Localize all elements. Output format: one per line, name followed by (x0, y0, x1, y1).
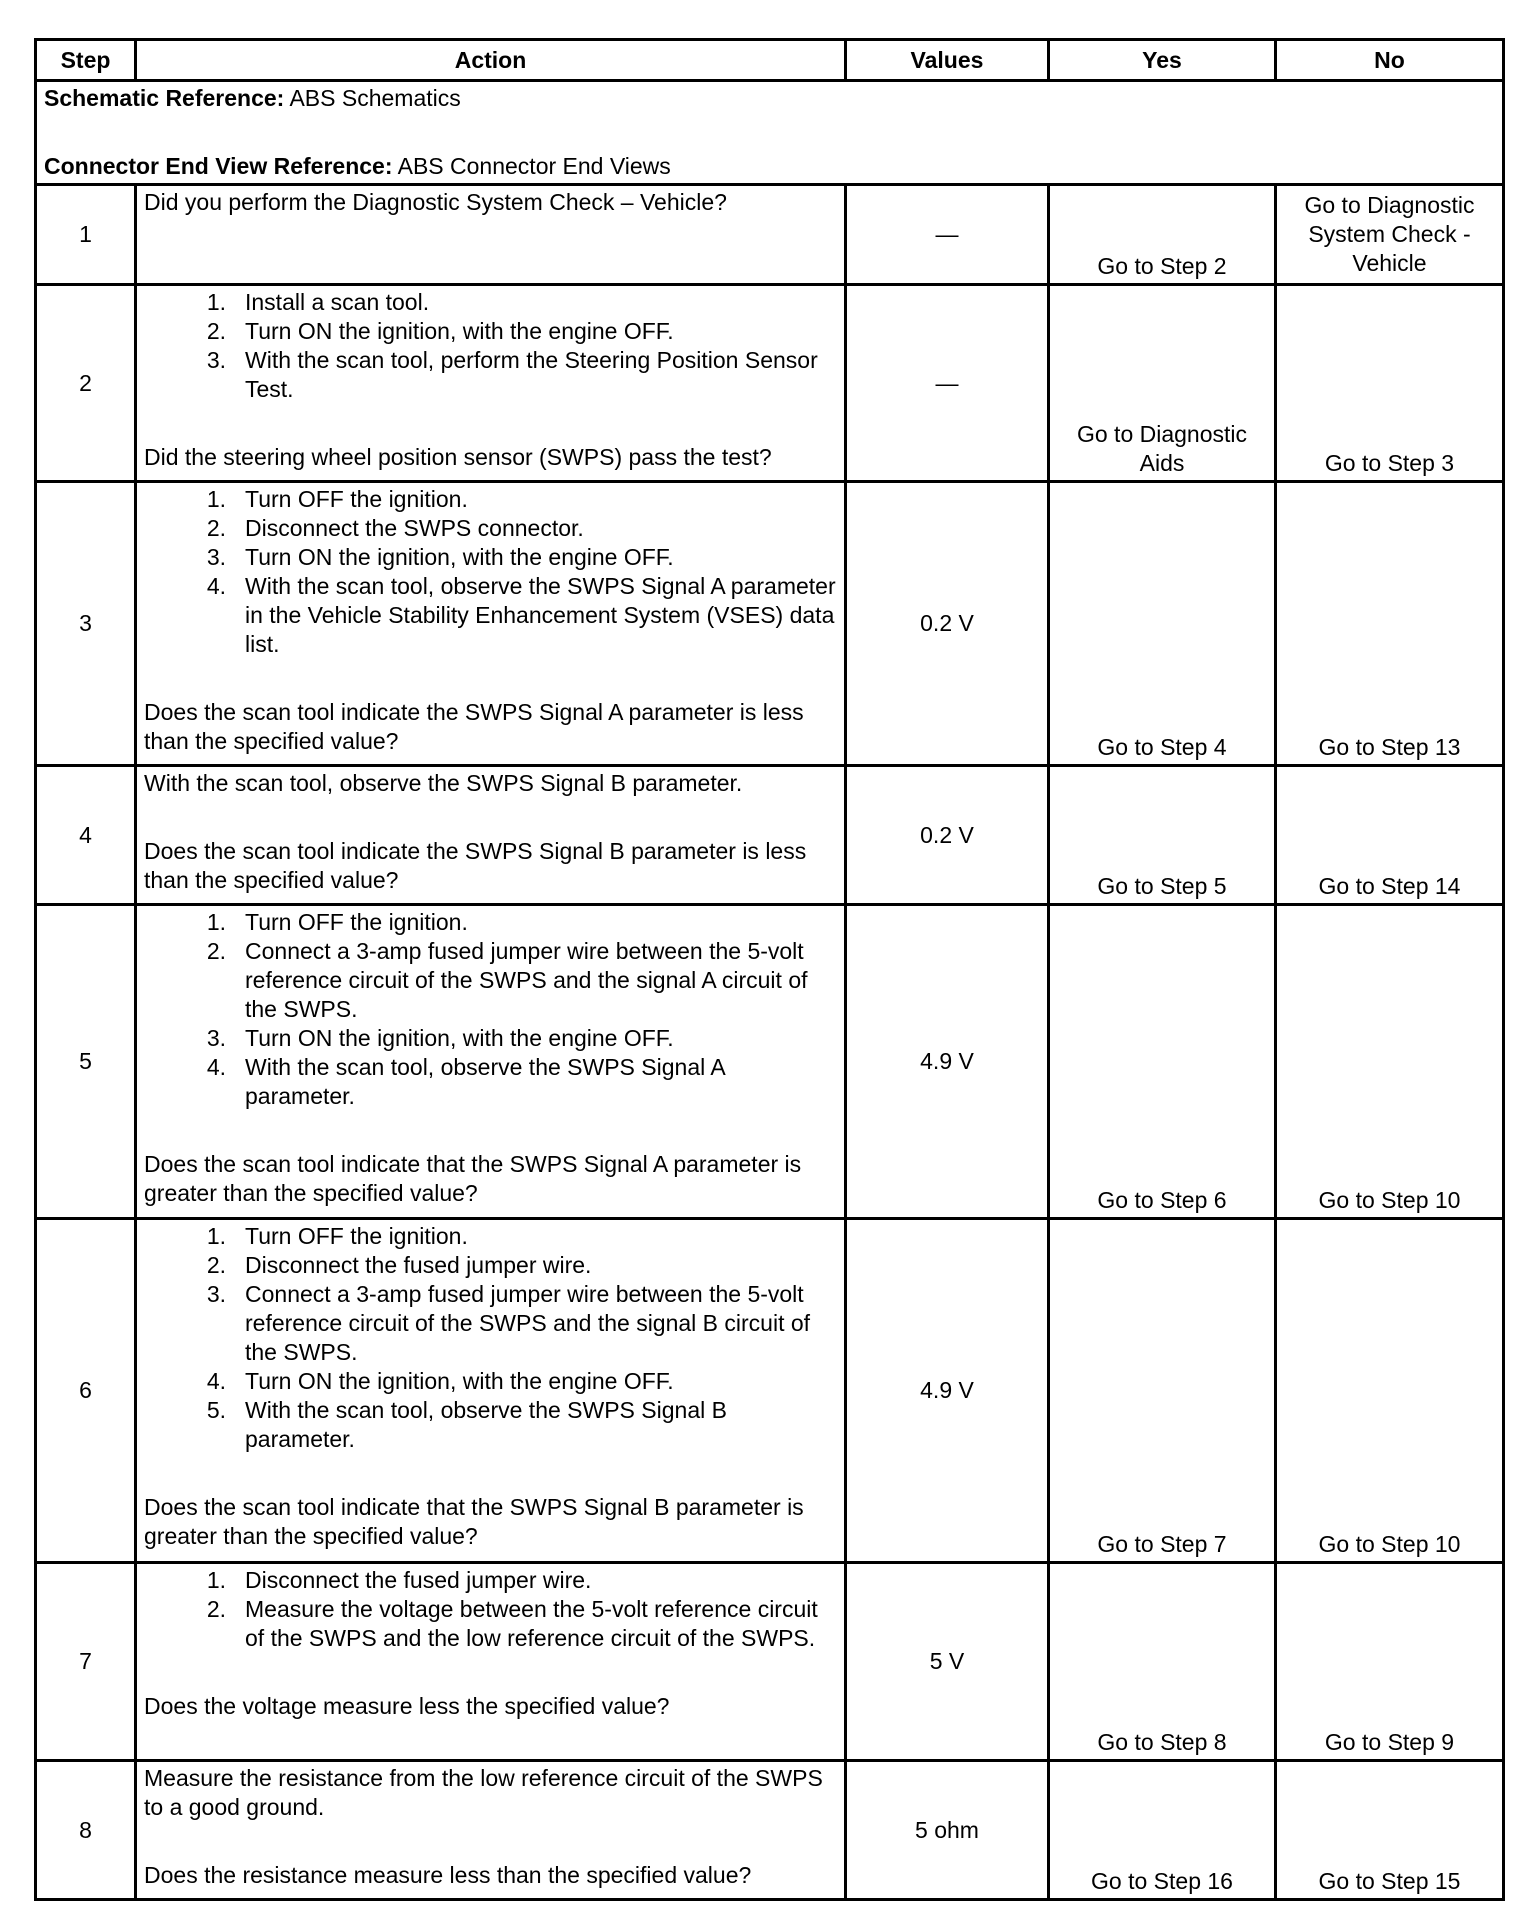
list-item-text: With the scan tool, perform the Steering Position Sensor Test. (245, 347, 818, 402)
list-item-text: Measure the voltage between the 5-volt reference circuit of the SWPS and the low reference circuit of the SWPS. (245, 1596, 818, 1651)
yes-cell: Go to Step 16 (1049, 1761, 1276, 1900)
step-number: 8 (36, 1761, 136, 1900)
action-question: Does the scan tool indicate that the SWPS Signal B parameter is greater than the specified value? (144, 1494, 804, 1549)
list-item (144, 1566, 837, 1595)
action-question: Did the steering wheel position sensor (SWPS) pass the test? (144, 444, 772, 470)
action-intro: Did you perform the Diagnostic System Check – Vehicle? (144, 189, 727, 215)
schematic-reference (44, 84, 1495, 113)
step-number: 2 (36, 285, 136, 482)
list-item-text: Disconnect the fused jumper wire. (245, 1567, 592, 1593)
header-row (36, 40, 1504, 81)
step-row-4 (36, 766, 1504, 905)
header-action: Action (136, 40, 846, 81)
action-cell (136, 1563, 846, 1761)
value-cell: 0.2 V (846, 482, 1049, 766)
list-item-text: With the scan tool, observe the SWPS Signal A parameter in the Vehicle Stability Enhancement System (VSES) data list. (245, 573, 836, 657)
list-item (144, 346, 837, 404)
list-item (144, 1251, 837, 1280)
yes-cell: Go to Step 6 (1049, 905, 1276, 1219)
step-number: 5 (36, 905, 136, 1219)
action-intro: Measure the resistance from the low reference circuit of the SWPS to a good ground. (144, 1765, 823, 1820)
no-cell: Go to Diagnostic System Check - Vehicle (1276, 185, 1504, 285)
action-question: Does the resistance measure less than the specified value? (144, 1862, 752, 1888)
list-item-number: 2. (206, 938, 226, 964)
action-question: Does the scan tool indicate the SWPS Signal A parameter is less than the specified value? (144, 699, 804, 754)
value-cell: — (846, 285, 1049, 482)
step-number: 7 (36, 1563, 136, 1761)
connector-reference-label: Connector End View Reference: (44, 153, 393, 179)
list-item-number: 1. (206, 289, 226, 315)
schematic-reference-value: ABS Schematics (284, 85, 461, 111)
action-steps-list (144, 908, 837, 1111)
list-item-text: Connect a 3-amp fused jumper wire between the 5-volt reference circuit of the SWPS and the signal A circuit of the SWPS. (245, 938, 808, 1022)
connector-reference-value: ABS Connector End Views (392, 153, 671, 179)
action-steps-list (144, 288, 837, 404)
list-item-text: Turn ON the ignition, with the engine OFF. (245, 318, 674, 344)
value-cell: 0.2 V (846, 766, 1049, 905)
action-cell (136, 1219, 846, 1563)
action-cell (136, 1761, 846, 1900)
action-cell (136, 766, 846, 905)
action-cell (136, 905, 846, 1219)
step-row-8 (36, 1761, 1504, 1900)
no-cell: Go to Step 13 (1276, 482, 1504, 766)
yes-cell: Go to Step 4 (1049, 482, 1276, 766)
value-cell: 5 ohm (846, 1761, 1049, 1900)
list-item-text: With the scan tool, observe the SWPS Signal A parameter. (245, 1054, 725, 1109)
diagnostic-table (34, 38, 1505, 1901)
list-item-number: 2. (206, 1596, 226, 1622)
list-item (144, 317, 837, 346)
list-item-text: Turn ON the ignition, with the engine OFF. (245, 1025, 674, 1051)
reference-cell (36, 81, 1504, 185)
step-number: 1 (36, 185, 136, 285)
step-number: 4 (36, 766, 136, 905)
list-item-number: 4. (206, 1368, 226, 1394)
list-item-number: 2. (206, 1252, 226, 1278)
step-row-6 (36, 1219, 1504, 1563)
action-cell (136, 285, 846, 482)
connector-reference (44, 152, 1495, 181)
step-row-5 (36, 905, 1504, 1219)
list-item (144, 1595, 837, 1653)
list-item (144, 1280, 837, 1367)
value-cell: — (846, 185, 1049, 285)
list-item-text: Turn ON the ignition, with the engine OFF. (245, 1368, 674, 1394)
list-item-text: Disconnect the SWPS connector. (245, 515, 584, 541)
list-item-text: Turn OFF the ignition. (245, 909, 468, 935)
action-question: Does the scan tool indicate that the SWPS Signal A parameter is greater than the specified value? (144, 1151, 802, 1206)
action-steps-list (144, 1566, 837, 1653)
list-item-number: 1. (206, 1223, 226, 1249)
list-item (144, 1053, 837, 1111)
no-cell: Go to Step 15 (1276, 1761, 1504, 1900)
no-cell: Go to Step 9 (1276, 1563, 1504, 1761)
no-cell: Go to Step 10 (1276, 905, 1504, 1219)
action-cell (136, 185, 846, 285)
list-item-number: 4. (206, 1054, 226, 1080)
list-item (144, 937, 837, 1024)
reference-row (36, 81, 1504, 185)
list-item (144, 514, 837, 543)
list-item-number: 3. (206, 1281, 226, 1307)
list-item-text: Turn ON the ignition, with the engine OFF. (245, 544, 674, 570)
list-item-number: 4. (206, 573, 226, 599)
list-item-number: 1. (206, 486, 226, 512)
list-item-number: 1. (206, 909, 226, 935)
list-item-number: 2. (206, 318, 226, 344)
list-item-text: Turn OFF the ignition. (245, 486, 468, 512)
yes-cell: Go to Step 8 (1049, 1563, 1276, 1761)
yes-cell: Go to Step 2 (1049, 185, 1276, 285)
header-no: No (1276, 40, 1504, 81)
list-item-text: Install a scan tool. (245, 289, 430, 315)
yes-cell: Go to Step 7 (1049, 1219, 1276, 1563)
no-cell: Go to Step 14 (1276, 766, 1504, 905)
action-intro: With the scan tool, observe the SWPS Signal B parameter. (144, 770, 743, 796)
list-item-number: 1. (206, 1567, 226, 1593)
yes-cell: Go to Step 5 (1049, 766, 1276, 905)
list-item (144, 543, 837, 572)
list-item-number: 5. (206, 1397, 226, 1423)
step-number: 6 (36, 1219, 136, 1563)
action-cell (136, 482, 846, 766)
step-row-2 (36, 285, 1504, 482)
value-cell: 4.9 V (846, 905, 1049, 1219)
header-yes: Yes (1049, 40, 1276, 81)
list-item-text: Disconnect the fused jumper wire. (245, 1252, 592, 1278)
list-item-number: 3. (206, 544, 226, 570)
yes-cell: Go to Diagnostic Aids (1049, 285, 1276, 482)
step-row-3 (36, 482, 1504, 766)
list-item (144, 908, 837, 937)
list-item (144, 1367, 837, 1396)
no-cell: Go to Step 10 (1276, 1219, 1504, 1563)
list-item (144, 1222, 837, 1251)
value-cell: 4.9 V (846, 1219, 1049, 1563)
list-item-text: With the scan tool, observe the SWPS Signal B parameter. (245, 1397, 727, 1452)
step-row-1 (36, 185, 1504, 285)
list-item-text: Turn OFF the ignition. (245, 1223, 468, 1249)
action-steps-list (144, 1222, 837, 1454)
header-values: Values (846, 40, 1049, 81)
list-item-number: 3. (206, 347, 226, 373)
list-item-number: 3. (206, 1025, 226, 1051)
no-cell: Go to Step 3 (1276, 285, 1504, 482)
step-number: 3 (36, 482, 136, 766)
list-item-number: 2. (206, 515, 226, 541)
action-question: Does the scan tool indicate the SWPS Signal B parameter is less than the specified value? (144, 838, 807, 893)
step-row-7 (36, 1563, 1504, 1761)
list-item (144, 1024, 837, 1053)
value-cell: 5 V (846, 1563, 1049, 1761)
list-item-text: Connect a 3-amp fused jumper wire between the 5-volt reference circuit of the SWPS and the signal B circuit of the SWPS. (245, 1281, 811, 1365)
list-item (144, 288, 837, 317)
action-question: Does the voltage measure less the specified value? (144, 1693, 670, 1719)
schematic-reference-label: Schematic Reference: (44, 85, 285, 111)
list-item (144, 572, 837, 659)
list-item (144, 485, 837, 514)
header-step: Step (36, 40, 136, 81)
action-steps-list (144, 485, 837, 659)
list-item (144, 1396, 837, 1454)
